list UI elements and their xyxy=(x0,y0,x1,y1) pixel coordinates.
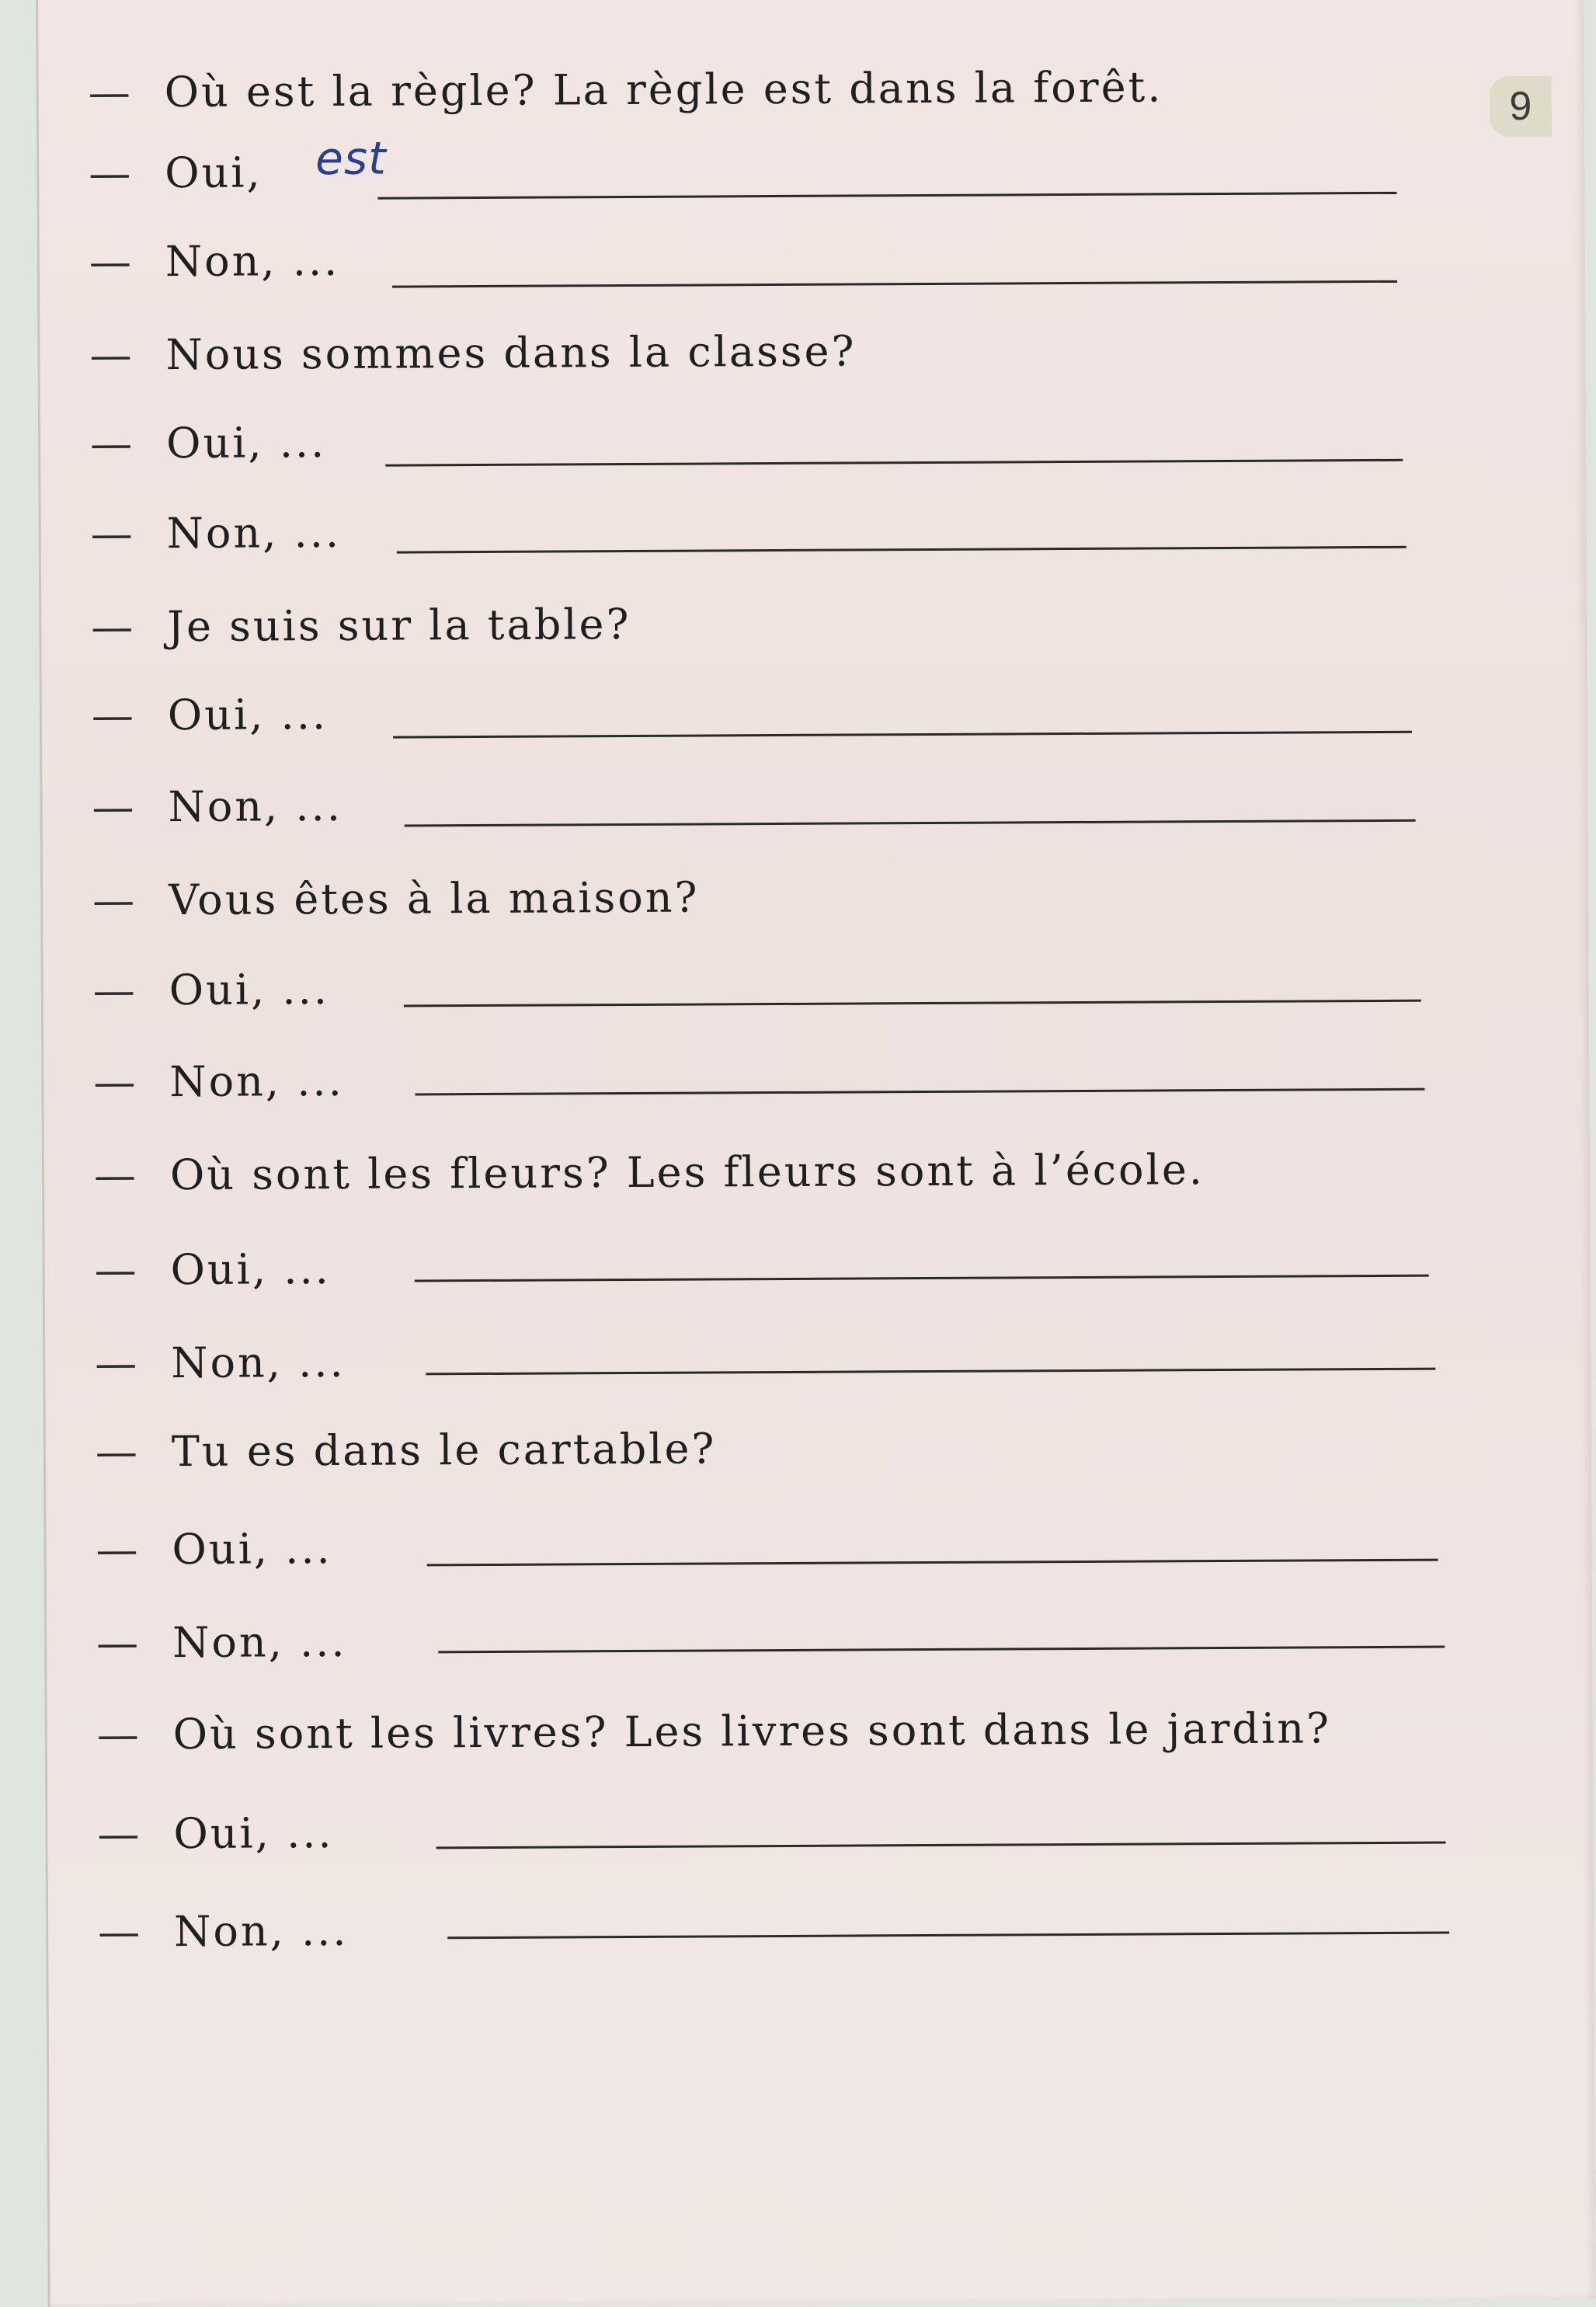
answer-line[interactable] xyxy=(404,1000,1421,1007)
answer-prompt: Oui, ... xyxy=(167,690,329,740)
dialogue-dash: — xyxy=(97,1809,142,1859)
question-text: Vous êtes à la maison? xyxy=(169,872,700,925)
dialogue-line xyxy=(92,781,342,832)
dialogue-line xyxy=(91,600,631,652)
question-text: Je suis sur la table? xyxy=(167,599,631,652)
dialogue-line xyxy=(93,1056,344,1107)
question-text: Où sont les fleurs? Les fleurs sont à l’école. xyxy=(169,1145,1205,1200)
answer-prompt: Non, ... xyxy=(173,1905,349,1957)
dialogue-line xyxy=(92,690,328,740)
answer-prompt: Non, ... xyxy=(169,1056,344,1107)
dialogue-dash: — xyxy=(97,1907,143,1957)
dialogue-dash: — xyxy=(96,1710,141,1759)
dialogue-dash: — xyxy=(95,1427,141,1477)
dialogue-line xyxy=(95,1338,346,1388)
dialogue-line xyxy=(94,1145,1205,1199)
question-text: Où sont les livres? Les livres sont dans le jardin? xyxy=(172,1703,1332,1759)
dialogue-dash: — xyxy=(91,602,136,652)
answer-line[interactable] xyxy=(405,819,1416,827)
answer-prompt: Non, ... xyxy=(172,1616,347,1668)
dialogue-dash: — xyxy=(88,68,133,117)
dialogue-dash: — xyxy=(89,237,134,287)
answer-prompt: Oui, xyxy=(165,148,263,198)
answer-line[interactable] xyxy=(377,192,1396,200)
answer-prompt: Non, ... xyxy=(165,235,340,287)
dialogue-exercise xyxy=(38,0,1596,2307)
dialogue-line xyxy=(91,508,342,558)
answer-line[interactable] xyxy=(392,280,1397,288)
answer-line[interactable] xyxy=(447,1932,1449,1940)
answer-prompt: Oui, ... xyxy=(172,1524,332,1575)
answer-prompt: Oui, ... xyxy=(173,1808,334,1859)
answer-prompt: Non, ... xyxy=(171,1337,346,1388)
answer-prompt: Oui, ... xyxy=(169,965,330,1015)
dialogue-dash: — xyxy=(95,1338,140,1388)
answer-line[interactable] xyxy=(393,731,1412,739)
dialogue-line xyxy=(96,1524,332,1575)
answer-line[interactable] xyxy=(415,1275,1429,1282)
dialogue-dash: — xyxy=(89,330,134,380)
dialogue-line xyxy=(89,62,1163,117)
question-text: Nous sommes dans la classe? xyxy=(165,326,857,380)
answer-prompt: Oui, ... xyxy=(165,418,327,468)
dialogue-line xyxy=(95,1244,331,1295)
dialogue-dash: — xyxy=(93,1057,138,1107)
answer-prompt: Non, ... xyxy=(168,781,343,832)
dialogue-dash: — xyxy=(90,509,135,558)
answer-line[interactable] xyxy=(385,459,1403,467)
dialogue-line xyxy=(89,236,340,287)
answer-prompt: Non, ... xyxy=(166,507,342,558)
dialogue-dash: — xyxy=(96,1618,141,1668)
answer-line[interactable] xyxy=(397,546,1406,554)
handwritten-answer: est xyxy=(315,131,388,186)
answer-line[interactable] xyxy=(427,1559,1438,1567)
dialogue-dash: — xyxy=(93,1150,139,1200)
dialogue-dash: — xyxy=(89,419,135,468)
dialogue-dash: — xyxy=(96,1525,141,1575)
question-text: Où est la règle? La règle est dans la forêt. xyxy=(164,62,1163,117)
answer-line[interactable] xyxy=(438,1646,1445,1654)
dialogue-line xyxy=(89,326,856,379)
workbook-page xyxy=(36,0,1596,2307)
dialogue-dash: — xyxy=(92,782,137,832)
dialogue-dash: — xyxy=(89,148,134,198)
answer-line[interactable] xyxy=(436,1842,1446,1849)
dialogue-line xyxy=(92,873,700,925)
dialogue-line xyxy=(98,1906,349,1957)
dialogue-line xyxy=(97,1703,1332,1759)
dialogue-line xyxy=(97,1808,333,1859)
dialogue-dash: — xyxy=(92,875,137,925)
dialogue-dash: — xyxy=(94,1245,139,1295)
answer-line[interactable] xyxy=(415,1088,1424,1096)
page-number: 9 xyxy=(1490,76,1552,137)
dialogue-line xyxy=(93,965,329,1015)
answer-line[interactable] xyxy=(426,1368,1435,1376)
answer-prompt: Oui, ... xyxy=(170,1244,331,1295)
dialogue-dash: — xyxy=(91,691,137,740)
dialogue-dash: — xyxy=(92,966,137,1015)
dialogue-line xyxy=(96,1424,717,1476)
question-text: Tu es dans le cartable? xyxy=(171,1424,717,1477)
dialogue-line xyxy=(90,418,326,468)
dialogue-line xyxy=(89,148,263,197)
dialogue-line xyxy=(96,1617,347,1668)
